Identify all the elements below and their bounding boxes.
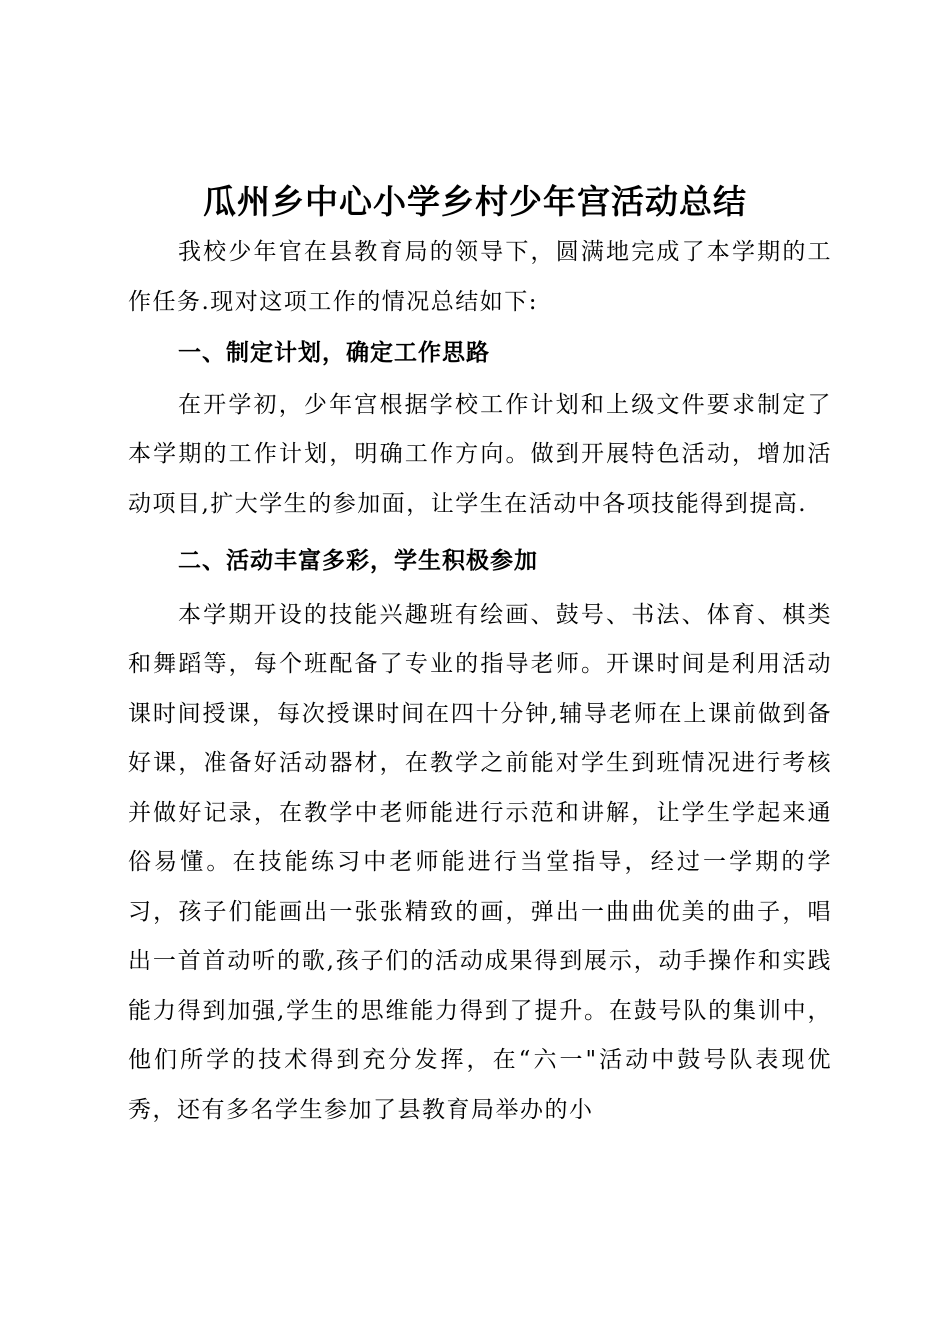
section-2-paragraph: 本学期开设的技能兴趣班有绘画、鼓号、书法、体育、棋类和舞蹈等，每个班配备了专业的指导老师。开课时间是利用活动课时间授课，每次授课时间在四十分钟,辅导老师在上课前做到备好课，准备好活动器材，在教学之前能对学生到班情况进行考核并做好记录，在教学中老师能进行示范和讲解，让学生学起来通俗易懂。在技能练习中老师能进行当堂指导，经过一学期的学习，孩子们能画出一张张精致的画，弹出一曲曲优美的曲子，唱出一首首动听的歌,孩子们的活动成果得到展示，动手操作和实践能力得到加强,学生的思维能力得到了提升。在鼓号队的集训中，他们所学的技术得到充分发挥，在“六一"活动中鼓号队表现优秀，还有多名学生参加了县教育局举办的小 [128, 601, 832, 1123]
document-body [128, 228, 832, 1135]
section-1-paragraph: 在开学初，少年宫根据学校工作计划和上级文件要求制定了本学期的工作计划，明确工作方向。做到开展特色活动，增加活动项目,扩大学生的参加面，让学生在活动中各项技能得到提高. [128, 391, 832, 517]
intro-paragraph: 我校少年官在县教育局的领导下，圆满地完成了本学期的工作任务.现对这项工作的情况总结如下: [128, 239, 832, 315]
section-2-heading: 二、活动丰富多彩，学生积极参加 [178, 548, 538, 574]
document-title: 瓜州乡中心小学乡村少年宫活动总结 [203, 182, 747, 221]
section-1-heading: 一、制定计划，确定工作思路 [178, 340, 490, 366]
